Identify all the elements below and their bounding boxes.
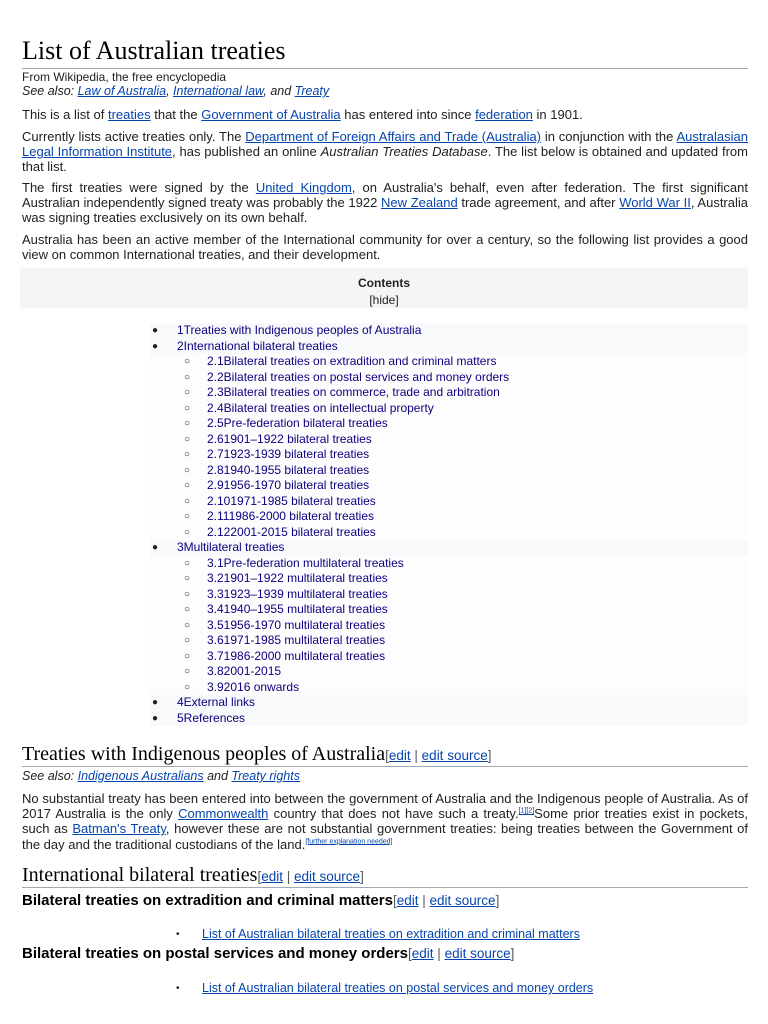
page-title: List of Australian treaties <box>22 36 286 65</box>
toc-link[interactable]: 2.61901–1922 bilateral treaties <box>207 431 372 446</box>
toc-title: Contents <box>358 276 410 290</box>
toc-item <box>150 680 748 696</box>
toc-link[interactable]: 3.21901–1922 multilateral treaties <box>207 571 388 585</box>
link-postal-list[interactable]: List of Australian bilateral treaties on postal services and money orders <box>202 981 594 995</box>
bracket: ] <box>510 946 515 961</box>
toc-bullet: ● <box>152 325 159 336</box>
database-name: Australian Treaties Database <box>320 144 488 160</box>
toc-link[interactable]: 3.82001-2015 <box>207 664 282 678</box>
link-treaty[interactable]: Treaty <box>294 84 330 98</box>
separator: | <box>410 748 422 763</box>
bracket: [ <box>257 869 262 884</box>
toc-bullet: ○ <box>184 433 191 445</box>
link-international-law[interactable]: International law <box>173 84 264 98</box>
toc-item <box>150 416 748 432</box>
further-explanation-needed[interactable]: [further explanation needed] <box>305 838 393 846</box>
subsection-heading-extradition <box>22 891 499 910</box>
toc-bullet: ○ <box>184 495 191 507</box>
see-also-sep: , <box>166 84 174 98</box>
section-heading-indigenous <box>22 742 491 768</box>
toc-item <box>150 711 748 727</box>
edit-link[interactable]: edit <box>388 748 411 763</box>
citation-1-2[interactable]: [1][2] <box>518 807 535 815</box>
toc-item <box>150 354 748 370</box>
see-also-label: See also: <box>22 84 78 98</box>
heading-text: Bilateral treaties on extradition and criminal matters <box>22 892 393 909</box>
bracket: [ <box>392 893 397 908</box>
text: The first treaties were signed by the <box>22 180 256 195</box>
toc-bullet: ○ <box>184 619 191 631</box>
toc-bullet: ○ <box>184 557 191 569</box>
edit-links <box>408 946 514 961</box>
toc-link[interactable]: 2.91956-1970 bilateral treaties <box>207 478 370 492</box>
toc-link[interactable]: 2.3Bilateral treaties on commerce, trade and arbitration <box>207 385 500 399</box>
link-batmans-treaty[interactable]: Batman's Treaty <box>72 821 166 837</box>
text: This is a list of <box>22 107 108 122</box>
text: country that does not have such a treaty. <box>268 806 519 822</box>
toc-item <box>150 664 748 680</box>
toc-item <box>150 695 748 711</box>
toc-item <box>150 323 748 339</box>
subsection-heading-postal <box>22 944 514 963</box>
toc-bullet: ○ <box>184 635 191 646</box>
toc-link[interactable]: 2.122001-2015 bilateral treaties <box>207 524 376 539</box>
toc-link[interactable]: 3.51956-1970 multilateral treaties <box>207 617 386 632</box>
toc-item <box>150 649 748 665</box>
see-also-sep: , and <box>263 84 295 98</box>
toc-bullet: ● <box>152 542 159 553</box>
link-world-war-ii[interactable]: World War II <box>619 195 691 211</box>
intro-paragraph-2 <box>22 129 748 175</box>
link-treaties[interactable]: treaties <box>107 107 151 122</box>
toc-bullet: ○ <box>184 588 191 600</box>
text: , Australia was signing treaties exclusively on its own behalf. <box>22 195 748 226</box>
site-tagline: From Wikipedia, the free encyclopedia <box>22 70 227 84</box>
indigenous-paragraph <box>22 791 748 852</box>
toc-link[interactable]: 3.71986-2000 multilateral treaties <box>207 648 386 663</box>
toc-bullet: ○ <box>184 449 191 460</box>
text: , has published an online <box>172 144 321 160</box>
toc-bullet: ○ <box>184 402 191 414</box>
toc-item <box>150 339 748 355</box>
see-also-sep: and <box>203 769 232 783</box>
toc-header <box>20 268 748 308</box>
toc-bullet: ○ <box>184 418 191 429</box>
toc-link[interactable]: 3Multilateral treaties <box>177 540 285 554</box>
toc-link[interactable]: 3.31923–1939 multilateral treaties <box>207 586 388 601</box>
text: Some prior treaties exist in pockets, such as <box>22 806 749 837</box>
toc-item <box>150 478 748 494</box>
toc-link[interactable]: 2.111986-2000 bilateral treaties <box>207 509 375 523</box>
link-law-of-australia[interactable]: Law of Australia <box>77 84 167 98</box>
link-federation[interactable]: federation <box>475 107 533 122</box>
text: , however these are not substantial government treaties: being treaties between the Government of the day and the traditional custodians of the land. <box>22 821 748 852</box>
separator: | <box>418 893 430 908</box>
toc-item <box>150 463 748 479</box>
section-divider <box>22 887 748 888</box>
toc-item <box>150 432 748 448</box>
link-united-kingdom[interactable]: United Kingdom <box>255 180 352 195</box>
bracket: ] <box>487 748 492 763</box>
toc-link[interactable]: 2.5Pre-federation bilateral treaties <box>207 416 388 430</box>
link-indigenous-australians[interactable]: Indigenous Australians <box>77 769 204 783</box>
separator: | <box>433 946 445 961</box>
toc-item <box>150 587 748 603</box>
text: in 1901. <box>532 107 583 122</box>
toc-link[interactable]: 3.1Pre-federation multilateral treaties <box>207 555 404 570</box>
edit-source-link[interactable]: edit source <box>429 893 496 908</box>
toc-item <box>150 633 748 649</box>
intro-paragraph-3 <box>22 180 748 226</box>
text: that the <box>150 107 202 122</box>
toc-link[interactable]: 2.2Bilateral treaties on postal services and money orders <box>207 369 510 384</box>
toc-bullet: ○ <box>184 573 191 584</box>
toc-link[interactable]: 1Treaties with Indigenous peoples of Australia <box>177 323 422 337</box>
toc-item <box>150 401 748 417</box>
toc-item <box>150 540 748 556</box>
text: Currently lists active treaties only. The <box>22 129 246 144</box>
intro-paragraph-4: Australia has been an active member of the International community for over a century, so the following list provides a good view on common International treaties, and their development. <box>22 232 748 263</box>
toc-link[interactable]: 2.71923-1939 bilateral treaties <box>207 447 370 461</box>
bracket: ] <box>360 869 364 884</box>
link-government-of-australia[interactable]: Government of Australia <box>201 107 341 122</box>
toc-hide-toggle[interactable]: [hide] <box>369 293 399 307</box>
toc-item <box>150 571 748 587</box>
toc-item <box>150 602 748 618</box>
toc-link[interactable]: 3.41940–1955 multilateral treaties <box>207 602 388 616</box>
toc-link[interactable]: 3.61971-1985 multilateral treaties <box>207 633 386 647</box>
toc-link[interactable]: 2.1Bilateral treaties on extradition and criminal matters <box>207 354 497 368</box>
link-extradition-list[interactable]: List of Australian bilateral treaties on extradition and criminal matters <box>202 927 580 941</box>
toc-bullet: ○ <box>184 650 191 662</box>
toc-link[interactable]: 2.81940-1955 bilateral treaties <box>207 462 370 477</box>
toc-link[interactable]: 5References <box>177 710 246 725</box>
section-heading-bilateral <box>22 863 364 889</box>
text: trade agreement, and after <box>457 195 620 211</box>
toc-item <box>150 447 748 463</box>
edit-link[interactable]: edit <box>396 893 419 908</box>
link-treaty-rights[interactable]: Treaty rights <box>231 769 300 783</box>
table-of-contents <box>150 323 748 726</box>
bullet: • <box>176 929 180 940</box>
toc-bullet: ○ <box>184 681 191 693</box>
toc-item <box>150 370 748 386</box>
edit-source-link[interactable]: edit source <box>294 869 361 884</box>
see-also-label: See also: <box>22 769 78 783</box>
toc-item <box>150 509 748 525</box>
edit-source-link[interactable]: edit source <box>421 748 488 763</box>
toc-item <box>150 556 748 572</box>
text: . The list below is obtained and updated from that list. <box>22 144 748 175</box>
toc-bullet: ○ <box>184 356 191 367</box>
toc-link[interactable]: 4External links <box>177 695 256 709</box>
link-commonwealth[interactable]: Commonwealth <box>178 806 269 822</box>
toc-bullet: ○ <box>184 604 191 615</box>
heading-text: Treaties with Indigenous peoples of Australia <box>22 743 386 765</box>
toc-bullet: ○ <box>184 464 191 476</box>
toc-item <box>150 618 748 634</box>
edit-link[interactable]: edit <box>411 946 434 961</box>
text: , on Australia's behalf, even after federation. The first significant Australian independently signed treaty was probably the 1922 <box>22 180 748 211</box>
link-dfat[interactable]: Department of Foreign Affairs and Trade (Australia) <box>245 129 542 144</box>
heading-text: International bilateral treaties <box>22 864 258 886</box>
edit-source-link[interactable]: edit source <box>444 946 511 961</box>
bracket: [ <box>385 748 389 763</box>
toc-link[interactable]: 2.4Bilateral treaties on intellectual property <box>207 400 434 415</box>
toc-bullet: ● <box>152 340 159 352</box>
toc-bullet: ○ <box>184 371 191 383</box>
bullet: • <box>176 983 180 994</box>
edit-links <box>385 748 491 763</box>
see-also-indigenous <box>22 769 300 784</box>
toc-item <box>150 525 748 541</box>
bracket: ] <box>495 893 500 908</box>
section-divider <box>22 766 748 767</box>
toc-bullet: ○ <box>184 387 191 398</box>
toc-link[interactable]: 3.92016 onwards <box>207 679 300 694</box>
toc-link[interactable]: 2International bilateral treaties <box>177 338 338 353</box>
heading-text: Bilateral treaties on postal services and money orders <box>22 945 408 962</box>
edit-links <box>257 869 363 884</box>
intro-paragraph-1 <box>22 107 748 122</box>
toc-item <box>150 494 748 510</box>
link-new-zealand[interactable]: New Zealand <box>381 195 458 211</box>
text: has entered into since <box>340 107 476 122</box>
text: No substantial treaty has been entered into between the government of Australia and the Indigenous people of Australia. As of 2017 Australia is the only <box>22 791 748 822</box>
toc-bullet: ○ <box>184 480 191 491</box>
edit-links <box>393 893 499 908</box>
edit-link[interactable]: edit <box>261 869 283 884</box>
toc-link[interactable]: 2.101971-1985 bilateral treaties <box>207 493 376 508</box>
toc-bullet: ● <box>152 697 159 708</box>
bracket: [ <box>408 946 412 961</box>
toc-item <box>150 385 748 401</box>
link-austlii[interactable]: Australasian Legal Information Institute <box>22 129 748 160</box>
see-also-top <box>22 84 329 99</box>
toc-bullet: ○ <box>184 666 191 677</box>
separator: | <box>283 869 295 884</box>
toc-bullet: ○ <box>184 511 191 522</box>
toc-bullet: ○ <box>184 526 191 538</box>
text: in conjunction with the <box>541 129 677 144</box>
toc-bullet: ● <box>152 712 159 724</box>
title-divider <box>22 68 748 69</box>
